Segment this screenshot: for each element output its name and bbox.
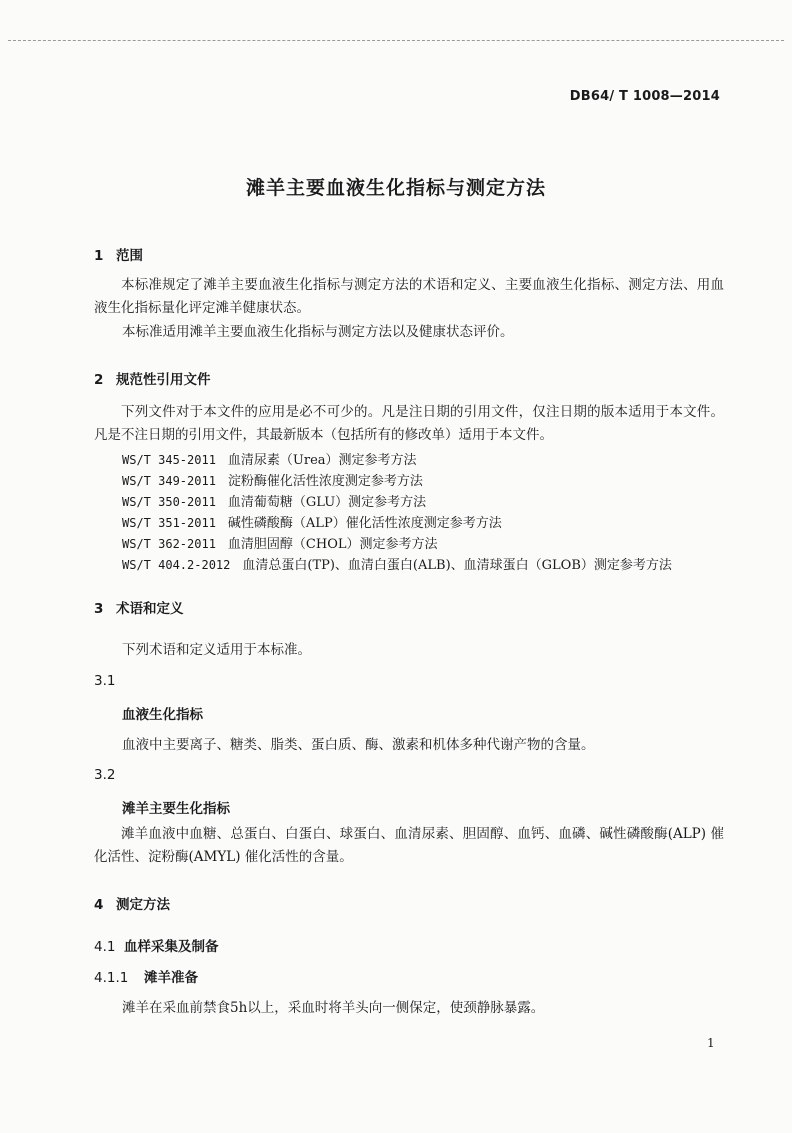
reference-title: 血清葡萄糖（GLU）测定参考方法 — [227, 495, 427, 510]
term-3-1-number: 3.1 — [94, 673, 116, 689]
section-3-heading — [94, 597, 184, 617]
section-title: 术语和定义 — [116, 601, 184, 617]
reference-code: WS/T 349-2011 — [122, 474, 216, 488]
subsection-title: 滩羊准备 — [144, 970, 198, 986]
reference-title: 血清尿素（Urea）测定参考方法 — [227, 453, 417, 468]
section-3-paragraph-1: 下列术语和定义适用于本标准。 — [122, 642, 311, 658]
section-title: 规范性引用文件 — [116, 372, 211, 388]
section-2-paragraph-1: 下列文件对于本文件的应用是必不可少的。凡是注日期的引用文件，仅注日期的版本适用于本文件。凡是不注日期的引用文件，其最新版本（包括所有的修改单）适用于本文件。 — [94, 404, 724, 443]
subsection-number: 4.1.1 — [94, 970, 129, 986]
section-number: 3 — [94, 601, 104, 617]
reference-title: 碱性磷酸酶（ALP）催化活性浓度测定参考方法 — [227, 516, 502, 531]
subsection-title: 血样采集及制备 — [124, 939, 219, 955]
subsection-4-1-1-heading — [94, 966, 198, 986]
reference-item — [122, 470, 672, 491]
term-3-2-definition: 滩羊血液中血糖、总蛋白、白蛋白、球蛋白、血清尿素、胆固醇、血钙、血磷、碱性磷酸酶(ALP) 催化活性、淀粉酶(AMYL) 催化活性的含量。 — [94, 826, 724, 865]
page-number: 1 — [707, 1036, 715, 1050]
reference-title: 血清总蛋白(TP)、血清白蛋白(ALB)、血清球蛋白（GLOB）测定参考方法 — [242, 558, 672, 573]
section-1-paragraph-2: 本标准适用滩羊主要血液生化指标与测定方法以及健康状态评价。 — [122, 324, 514, 340]
document-title: 滩羊主要血液生化指标与测定方法 — [245, 177, 546, 199]
subsection-number: 4.1 — [94, 939, 116, 955]
reference-list — [122, 449, 672, 575]
subsection-4-1-heading — [94, 935, 219, 955]
subsection-4-1-1-paragraph: 滩羊在采血前禁食5h以上，采血时将羊头向一侧保定，使颈静脉暴露。 — [122, 1000, 545, 1016]
section-title: 测定方法 — [116, 897, 170, 913]
term-3-2-title: 滩羊主要生化指标 — [122, 801, 230, 817]
section-number: 4 — [94, 897, 104, 913]
reference-code: WS/T 362-2011 — [122, 537, 216, 551]
document-code: DB64/ T 1008—2014 — [569, 89, 720, 104]
term-3-1-definition: 血液中主要离子、糖类、脂类、蛋白质、酶、激素和机体多种代谢产物的含量。 — [122, 737, 595, 753]
reference-title: 淀粉酶催化活性浓度测定参考方法 — [227, 474, 423, 489]
reference-item — [122, 491, 672, 512]
section-title: 范围 — [116, 248, 143, 264]
reference-item — [122, 554, 672, 575]
top-dashed-rule — [8, 40, 784, 41]
reference-code: WS/T 345-2011 — [122, 453, 216, 467]
term-3-1-title: 血液生化指标 — [122, 707, 203, 723]
reference-title: 血清胆固醇（CHOL）测定参考方法 — [227, 537, 438, 552]
section-number: 2 — [94, 372, 104, 388]
reference-code: WS/T 350-2011 — [122, 495, 216, 509]
section-number: 1 — [94, 248, 104, 264]
reference-item — [122, 512, 672, 533]
reference-item — [122, 533, 672, 554]
reference-item — [122, 449, 672, 470]
section-4-heading — [94, 893, 170, 913]
section-1-paragraph-1: 本标准规定了滩羊主要血液生化指标与测定方法的术语和定义、主要血液生化指标、测定方法、用血液生化指标量化评定滩羊健康状态。 — [94, 277, 724, 316]
term-3-2-number: 3.2 — [94, 767, 116, 783]
reference-code: WS/T 404.2-2012 — [122, 558, 231, 572]
section-1-heading — [94, 244, 143, 264]
section-2-heading — [94, 368, 211, 388]
reference-code: WS/T 351-2011 — [122, 516, 216, 530]
